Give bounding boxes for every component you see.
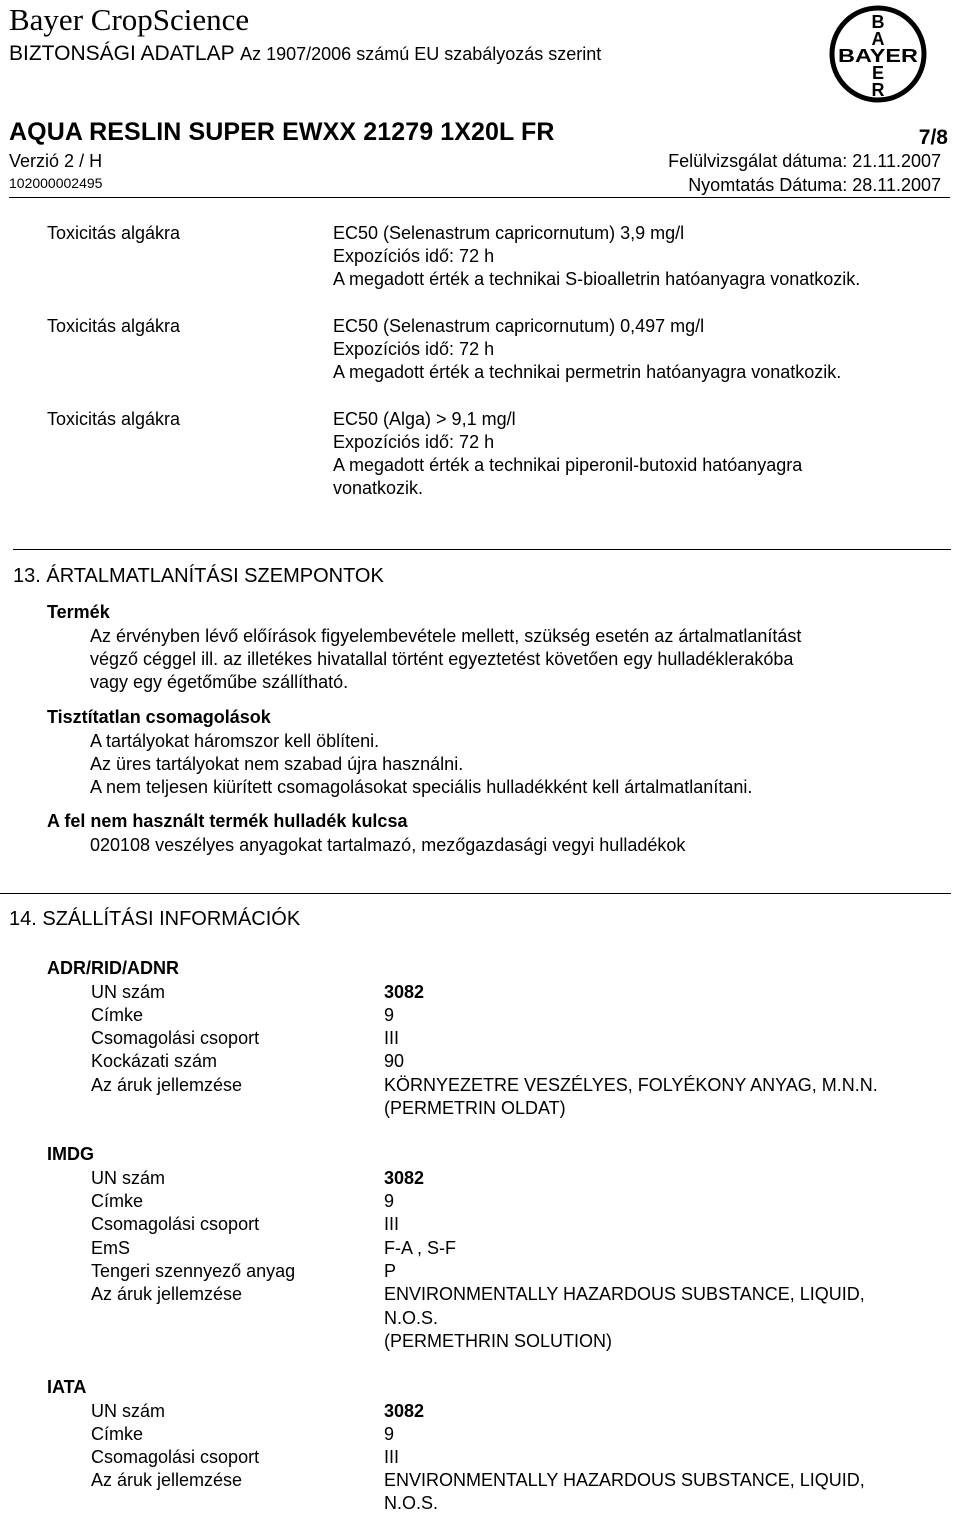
version-slash: /	[79, 151, 85, 171]
section-13-title: 13. ÁRTALMATLANÍTÁSI SZEMPONTOK	[13, 565, 384, 587]
toxicity-line: vonatkozik.	[333, 478, 424, 498]
transport-value: 3082	[384, 1401, 425, 1421]
revision-date: Felülvizsgálat dátuma: 21.11.2007	[668, 151, 941, 171]
toxicity-line: A megadott érték a technikai S-bioalletrin hatóanyagra vonatkozik.	[333, 269, 861, 289]
doc-title-text: BIZTONSÁGI ADATLAP	[9, 42, 235, 65]
transport-value: KÖRNYEZETRE VESZÉLYES, FOLYÉKONY ANYAG, M.N.N.	[384, 1075, 878, 1095]
iata-heading: IATA	[47, 1377, 87, 1397]
section-13-divider	[13, 549, 951, 550]
version-number: 2	[64, 151, 75, 171]
svg-text:A: A	[871, 29, 885, 49]
toxicity-line: A megadott érték a technikai permetrin hatóanyagra vonatkozik.	[333, 362, 842, 382]
product-line: végző céggel ill. az illetékes hivatallal történt egyeztetést követően egy hulladéklerakóba	[90, 649, 794, 669]
version-h: H	[89, 151, 103, 171]
section-14-title: 14. SZÁLLÍTÁSI INFORMÁCIÓK	[9, 908, 301, 930]
toxicity-details	[333, 315, 841, 384]
adr-heading: ADR/RID/ADNR	[47, 958, 179, 978]
print-date: Nyomtatás Dátuma: 28.11.2007	[688, 175, 941, 195]
imdg-heading: IMDG	[47, 1144, 94, 1164]
toxicity-details	[333, 222, 860, 291]
transport-label: Címke	[91, 1424, 144, 1444]
product-line: vagy egy égetőműbe szállítható.	[90, 672, 349, 692]
transport-label: Kockázati szám	[91, 1051, 218, 1071]
transport-label: Az áruk jellemzése	[91, 1075, 243, 1095]
toxicity-line: Expozíciós idő: 72 h	[333, 432, 495, 452]
product-name: AQUA RESLIN SUPER EWXX 21279 1X20L FR	[9, 118, 555, 146]
material-number: 102000002495	[9, 175, 103, 191]
transport-value: ENVIRONMENTALLY HAZARDOUS SUBSTANCE, LIQUID,	[384, 1470, 865, 1490]
transport-label: EmS	[91, 1238, 131, 1258]
transport-value: 3082	[384, 1168, 425, 1188]
version-label: Verzió	[9, 151, 60, 171]
svg-text:B: B	[871, 12, 885, 32]
section-14-divider	[0, 893, 951, 894]
transport-value: P	[384, 1261, 397, 1281]
waste-key-line: 020108 veszélyes anyagokat tartalmazó, mezőgazdasági vegyi hulladékok	[90, 835, 686, 855]
toxicity-line: EC50 (Alga) > 9,1 mg/l	[333, 409, 516, 429]
toxicity-line: EC50 (Selenastrum capricornutum) 3,9 mg/l	[333, 223, 685, 243]
product-heading: Termék	[47, 602, 110, 622]
transport-value: III	[384, 1214, 400, 1234]
version-info	[9, 151, 102, 172]
regulation-text: Az 1907/2006 számú EU szabályozás szerint	[240, 44, 602, 64]
transport-label: Csomagolási csoport	[91, 1447, 260, 1467]
packaging-line: A nem teljesen kiürített csomagolásokat speciális hulladékként kell ártalmatlanítani.	[90, 777, 753, 797]
header-divider	[9, 197, 950, 198]
packaging-text	[90, 730, 752, 799]
product-line: Az érvényben lévő előírások figyelembevétele mellett, szükség esetén az ártalmatlanítást	[90, 626, 802, 646]
page-number: 7/8	[918, 126, 948, 149]
transport-value: III	[384, 1447, 400, 1467]
transport-value: 9	[384, 1005, 395, 1025]
transport-value: N.O.S.	[384, 1308, 439, 1328]
transport-value: 9	[384, 1424, 395, 1444]
transport-value: ENVIRONMENTALLY HAZARDOUS SUBSTANCE, LIQUID,	[384, 1284, 865, 1304]
svg-text:BAYER: BAYER	[838, 46, 918, 66]
transport-label: UN szám	[91, 982, 166, 1002]
transport-value: (PERMETRIN OLDAT)	[384, 1098, 566, 1118]
document-title	[9, 42, 601, 66]
toxicity-details	[333, 408, 802, 500]
packaging-heading: Tisztítatlan csomagolások	[47, 707, 271, 727]
transport-label: Címke	[91, 1005, 144, 1025]
svg-text:R: R	[871, 80, 885, 100]
product-text	[90, 625, 801, 694]
packaging-line: A tartályokat háromszor kell öblíteni.	[90, 731, 380, 751]
transport-value: F-A , S-F	[384, 1238, 456, 1258]
transport-value: (PERMETHRIN SOLUTION)	[384, 1331, 613, 1351]
transport-label: Csomagolási csoport	[91, 1028, 260, 1048]
toxicity-label: Toxicitás algákra	[47, 316, 181, 336]
svg-text:E: E	[871, 63, 885, 83]
transport-value: III	[384, 1028, 400, 1048]
toxicity-line: EC50 (Selenastrum capricornutum) 0,497 mg/l	[333, 316, 705, 336]
transport-value: N.O.S.	[384, 1493, 439, 1513]
transport-label: Az áruk jellemzése	[91, 1284, 243, 1304]
transport-label: Csomagolási csoport	[91, 1214, 260, 1234]
toxicity-line: A megadott érték a technikai piperonil-butoxid hatóanyagra	[333, 455, 803, 475]
transport-label: Címke	[91, 1191, 144, 1211]
toxicity-label: Toxicitás algákra	[47, 223, 181, 243]
transport-label: Tengeri szennyező anyag	[91, 1261, 296, 1281]
toxicity-label: Toxicitás algákra	[47, 409, 181, 429]
bayer-logo	[828, 4, 928, 104]
packaging-line: Az üres tartályokat nem szabad újra használni.	[90, 754, 464, 774]
transport-label: UN szám	[91, 1168, 166, 1188]
waste-key-heading: A fel nem használt termék hulladék kulcsa	[47, 811, 408, 831]
toxicity-line: Expozíciós idő: 72 h	[333, 339, 495, 359]
transport-value: 90	[384, 1051, 405, 1071]
toxicity-line: Expozíciós idő: 72 h	[333, 246, 495, 266]
company-name: Bayer CropScience	[9, 2, 250, 37]
transport-value: 3082	[384, 982, 425, 1002]
transport-label: UN szám	[91, 1401, 166, 1421]
transport-value: 9	[384, 1191, 395, 1211]
transport-label: Az áruk jellemzése	[91, 1470, 243, 1490]
